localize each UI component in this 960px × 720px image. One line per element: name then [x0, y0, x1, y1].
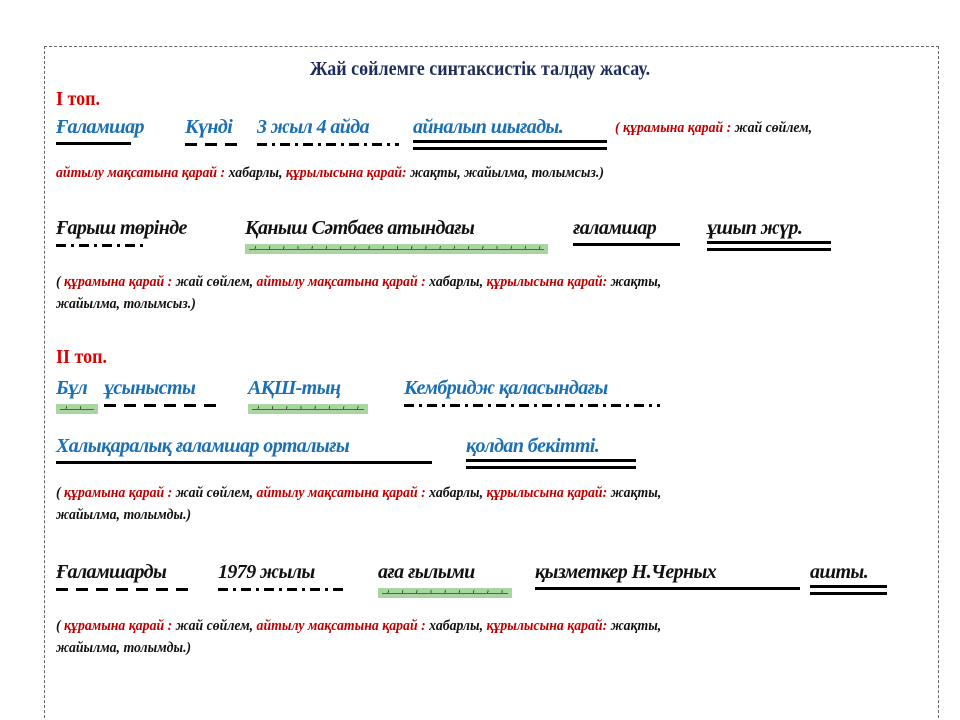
note-label: айтылу мақсатына қарай : — [256, 618, 430, 634]
subject-word: ғаламшар — [573, 217, 680, 240]
attribute-word: аға ғылыми — [378, 561, 512, 584]
attribute-word: Қаныш Сәтбаев атындағы — [245, 217, 548, 240]
group-2-label: II топ. — [56, 346, 107, 368]
analysis-note — [56, 165, 604, 182]
attribute-word: АҚШ-тың — [248, 377, 368, 400]
note-value: жақты, — [610, 485, 662, 501]
analysis-note-cont: жайылма, толымды.) — [56, 640, 192, 656]
predicate-word: ұшып жүр. — [707, 217, 831, 240]
analysis-note — [56, 485, 661, 502]
note-value: жай сөйлем, — [734, 120, 813, 136]
object-word: Күнді — [185, 116, 240, 139]
note-label: айтылу мақсатына қарай : — [256, 485, 430, 501]
note-value: жақты, жайылма, толымсыз.) — [410, 165, 604, 181]
note-value: ( — [56, 274, 65, 290]
note-value: хабарлы, — [429, 618, 487, 634]
analysis-note — [56, 618, 661, 635]
analysis-note — [56, 274, 661, 291]
note-value: жай сөйлем, — [175, 618, 257, 634]
note-label: айтылу мақсатына қарай : — [256, 274, 430, 290]
subject-word: Ғаламшар — [56, 116, 144, 138]
object-word: Ғаламшарды — [56, 561, 190, 584]
attribute-word: Бұл — [56, 377, 98, 400]
note-value: жақты, — [610, 618, 662, 634]
analysis-note-cont: жайылма, толымды.) — [56, 507, 192, 523]
predicate-word: қолдап бекітті. — [466, 435, 636, 458]
predicate-word: ашты. — [810, 561, 887, 584]
note-value: ( — [56, 485, 65, 501]
note-label: құрамына қарай : — [64, 618, 176, 634]
note-label: айтылу мақсатына қарай : — [56, 165, 229, 181]
note-value: жай сөйлем, — [175, 485, 257, 501]
group-1-label: I топ. — [56, 88, 100, 110]
note-label: құрамына қарай : — [64, 485, 176, 501]
note-value: хабарлы, — [429, 485, 487, 501]
analysis-note — [615, 120, 812, 137]
adverbial-word: Кембридж қаласындағы — [404, 377, 660, 400]
note-label: құрылысына қарай: — [486, 618, 611, 634]
note-value: жай сөйлем, — [175, 274, 257, 290]
note-label: құрылысына қарай: — [285, 165, 411, 181]
adverbial-word: 1979 жылы — [218, 561, 343, 584]
note-label: ( құрамына қарай : — [615, 120, 735, 136]
note-label: құрылысына қарай: — [486, 485, 611, 501]
adverbial-word: 3 жыл 4 айда — [257, 116, 399, 139]
note-value: хабарлы, — [429, 274, 487, 290]
analysis-note-cont: жайылма, толымсыз.) — [56, 296, 196, 312]
note-value: жақты, — [610, 274, 662, 290]
predicate-word: айналып шығады. — [413, 116, 607, 139]
note-label: құрамына қарай : — [64, 274, 176, 290]
note-value: ( — [56, 618, 65, 634]
note-label: құрылысына қарай: — [486, 274, 611, 290]
subject-word: қызметкер Н.Черных — [535, 561, 800, 584]
subject-word: Халықаралық ғаламшар орталығы — [56, 435, 432, 458]
slide-title: Жай сөйлемге синтаксистік талдау жасау. — [309, 58, 651, 80]
adverbial-word: Ғарыш төрінде — [56, 217, 187, 239]
object-word: ұсынысты — [104, 377, 220, 400]
note-value: хабарлы, — [228, 165, 286, 181]
